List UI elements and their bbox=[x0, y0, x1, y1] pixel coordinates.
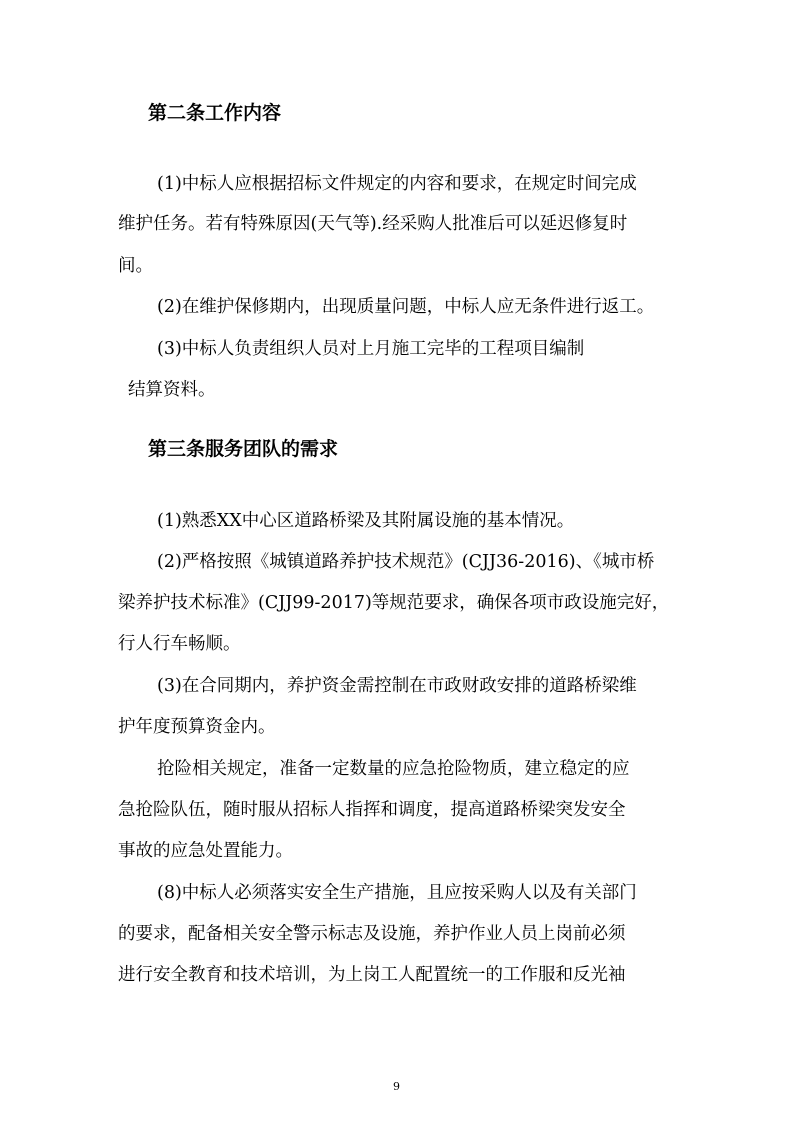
section-3-line-2: (2)严格按照《城镇道路养护技术规范》(CJJ36-2016)、《城市桥 bbox=[157, 552, 655, 572]
section-2-line-5: (3)中标人负责组织人员对上月施工完毕的工程项目编制 bbox=[157, 339, 585, 359]
section-2-line-1: (1)中标人应根据招标文件规定的内容和要求，在规定时间完成 bbox=[157, 174, 637, 194]
section-3-line-9: 事故的应急处置能力。 bbox=[118, 841, 293, 861]
section-2-title: 第二条工作内容 bbox=[148, 102, 282, 124]
section-2-line-6: 结算资料。 bbox=[128, 380, 216, 400]
section-3-line-11: 的要求，配备相关安全警示标志及设施，养护作业人员上岗前必须 bbox=[118, 924, 626, 944]
section-2-line-4: (2)在维护保修期内，出现质量问题，中标人应无条件进行返工。 bbox=[157, 297, 655, 317]
section-3-line-1: (1)熟悉XX中心区道路桥梁及其附属设施的基本情况。 bbox=[157, 511, 575, 531]
section-3-title: 第三条服务团队的需求 bbox=[148, 438, 339, 460]
section-3-line-5: (3)在合同期内，养护资金需控制在市政财政安排的道路桥梁维 bbox=[157, 676, 637, 696]
section-3-line-6: 护年度预算资金内。 bbox=[118, 717, 276, 737]
section-3-line-4: 行人行车畅顺。 bbox=[118, 634, 241, 654]
section-3-line-8: 急抢险队伍，随时服从招标人指挥和调度，提高道路桥梁突发安全 bbox=[118, 800, 626, 820]
section-3-line-12: 进行安全教育和技术培训，为上岗工人配置统一的工作服和反光袖 bbox=[118, 965, 626, 985]
section-3-line-7: 抢险相关规定，准备一定数量的应急抢险物质，建立稳定的应 bbox=[157, 759, 630, 779]
section-3-line-3: 梁养护技术标准》(CJJ99-2017)等规范要求，确保各项市政设施完好， bbox=[118, 593, 670, 613]
section-2-line-2: 维护任务。若有特殊原因(天气等).经采购人批准后可以延迟修复时 bbox=[118, 214, 628, 234]
page-number: 9 bbox=[393, 1080, 400, 1093]
section-3-line-10: (8)中标人必须落实安全生产措施，且应按采购人以及有关部门 bbox=[157, 883, 637, 903]
section-2-line-3: 间。 bbox=[118, 256, 153, 276]
